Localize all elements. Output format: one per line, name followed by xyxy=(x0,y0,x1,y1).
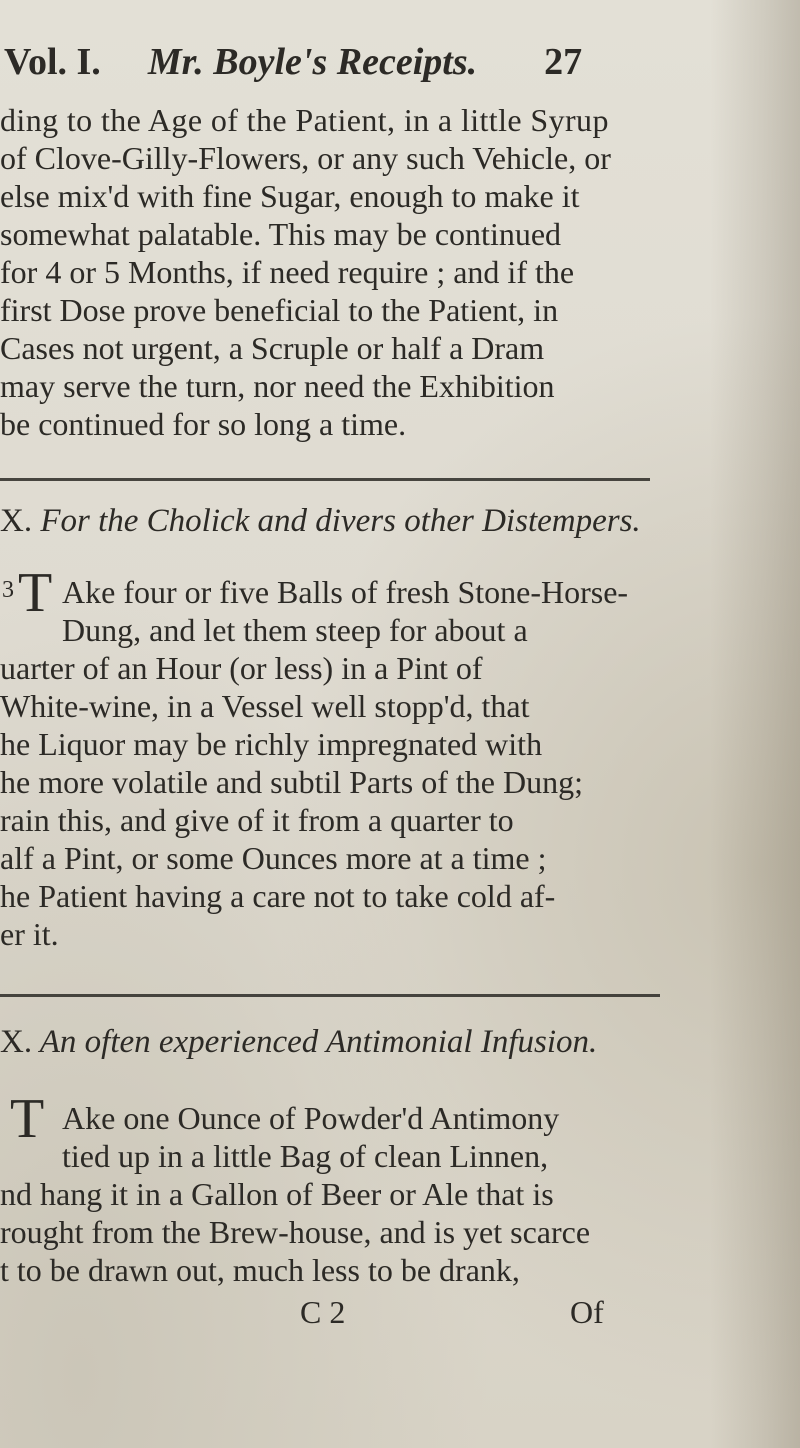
section-divider xyxy=(0,478,650,481)
text-line: t to be drawn out, much less to be drank, xyxy=(0,1252,520,1288)
text-line: Ake one Ounce of Powder'd Antimony xyxy=(62,1100,560,1136)
signature-mark: C 2 xyxy=(300,1294,346,1330)
drop-capital: T xyxy=(10,1088,45,1150)
section-number: X. xyxy=(0,503,33,539)
text-line: Ake four or five Balls of fresh Stone-Horse- xyxy=(62,574,629,610)
text-line: first Dose prove beneficial to the Patient, in xyxy=(0,292,559,328)
text-line: alf a Pint, or some Ounces more at a time ; xyxy=(0,840,547,876)
text-line: somewhat palatable. This may be continued xyxy=(0,216,562,252)
text-line: of Clove-Gilly-Flowers, or any such Vehicle, or xyxy=(0,140,611,176)
text-line: White-wine, in a Vessel well stopp'd, that xyxy=(0,688,530,724)
section-title: An often experienced Antimonial Infusion. xyxy=(39,1024,598,1060)
section-heading xyxy=(0,1024,597,1060)
drop-capital: T xyxy=(18,562,53,624)
text-line: ding to the Age of the Patient, in a little Syrup xyxy=(0,102,609,138)
text-line: else mix'd with fine Sugar, enough to make it xyxy=(0,178,580,214)
text-line: for 4 or 5 Months, if need require ; and if the xyxy=(0,254,575,290)
text-line: may serve the turn, nor need the Exhibition xyxy=(0,368,555,404)
text-line: he Liquor may be richly impregnated with xyxy=(0,726,543,762)
running-title: Mr. Boyle's Receipts. xyxy=(147,41,478,83)
text-line: be continued for so long a time. xyxy=(0,406,407,442)
section-number: X. xyxy=(0,1024,33,1060)
text-line: er it. xyxy=(0,916,59,952)
text-line: Dung, and let them steep for about a xyxy=(62,612,528,648)
text-line: rought from the Brew-house, and is yet scarce xyxy=(0,1214,591,1250)
text-line: tied up in a little Bag of clean Linnen, xyxy=(62,1138,549,1174)
text-line: he Patient having a care not to take cold af- xyxy=(0,878,556,914)
text-line: rain this, and give of it from a quarter to xyxy=(0,802,514,838)
section-title: For the Cholick and divers other Distempers. xyxy=(40,503,641,539)
page-number: 27 xyxy=(544,41,583,83)
section-divider xyxy=(0,994,660,997)
text-line: Cases not urgent, a Scruple or half a Dram xyxy=(0,330,545,366)
volume-label: Vol. I. xyxy=(4,41,101,83)
page-edge-shadow xyxy=(710,0,800,1448)
text-line: he more volatile and subtil Parts of the Dung; xyxy=(0,764,583,800)
text-line: uarter of an Hour (or less) in a Pint of xyxy=(0,650,483,686)
running-header xyxy=(4,41,583,83)
section-heading xyxy=(0,503,641,539)
text-line: nd hang it in a Gallon of Beer or Ale that is xyxy=(0,1176,554,1212)
catchword: Of xyxy=(570,1294,604,1330)
marginal-mark: 3 xyxy=(2,577,14,603)
